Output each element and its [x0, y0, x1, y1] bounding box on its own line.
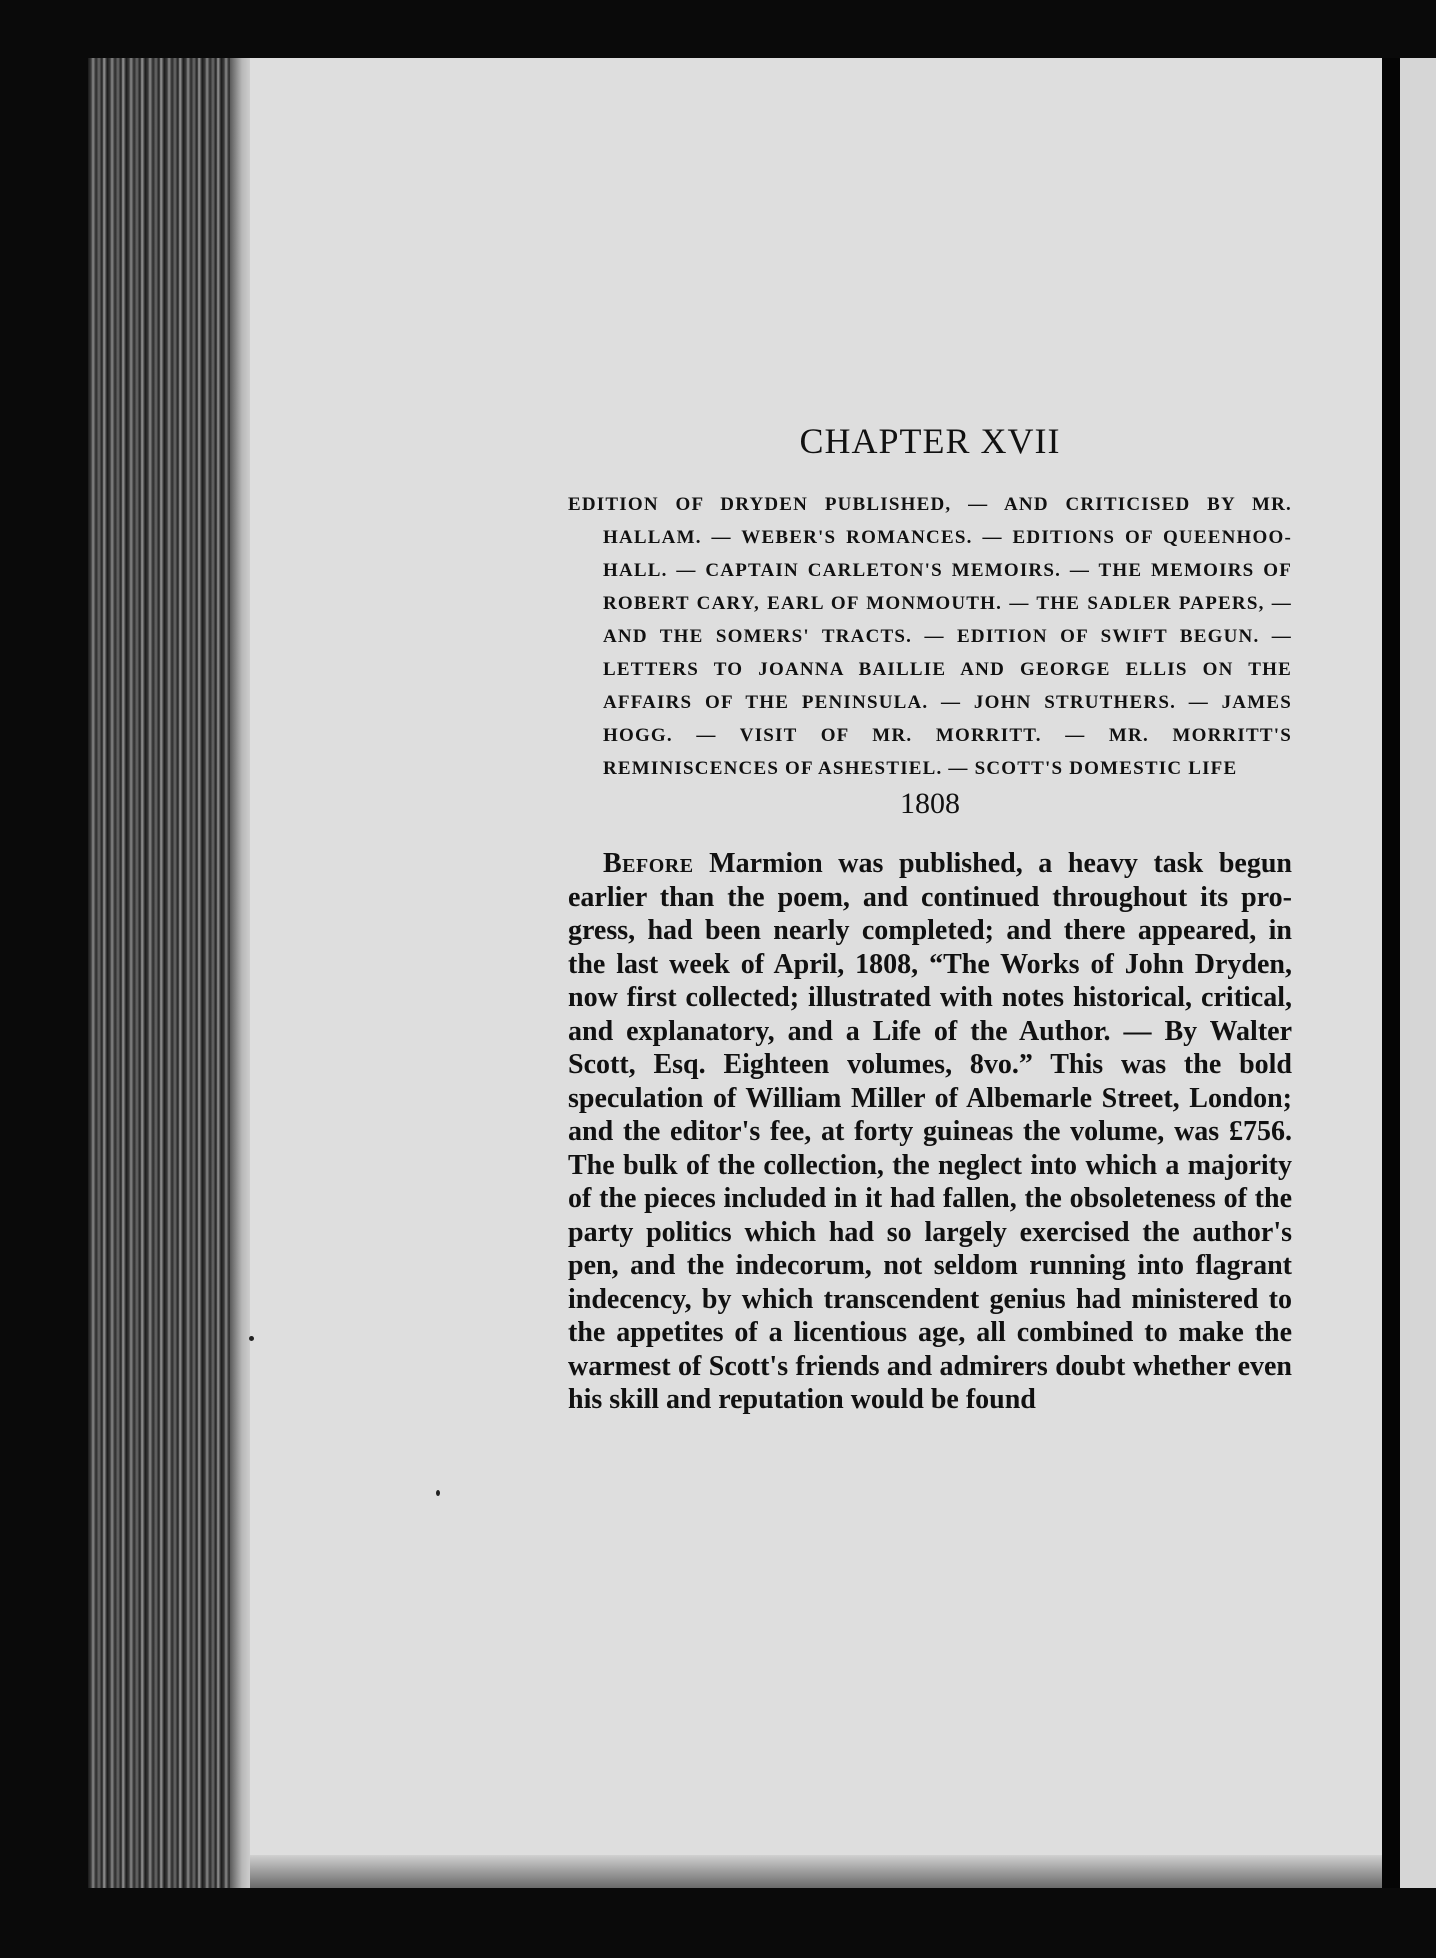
- ink-speck: [436, 1490, 440, 1496]
- ink-speck: [249, 1336, 254, 1341]
- chapter-synopsis: EDITION OF DRYDEN PUBLISHED, — AND CRITICISED BY MR. HALLAM. — WEBER'S ROMANCES. — EDITIONS OF QUEENHOO-HALL. — CAPTAIN CARLETON'S MEMOIRS. — THE MEMOIRS OF ROBERT CARY, EARL OF MONMOUTH. — THE SADLER PAPERS, — AND THE SOMERS' TRACTS. — EDITION OF SWIFT BEGUN. — LETTERS TO JOANNA BAILLIE AND GEORGE ELLIS ON THE AFFAIRS OF THE PENINSULA. — JOHN STRUTHERS. — JAMES HOGG. — VISIT OF MR. MORRITT. — MR. MORRITT'S REMINISCENCES OF ASHESTIEL. — SCOTT'S DOMESTIC LIFE: [568, 494, 1292, 779]
- page-edge-divider: [1382, 58, 1400, 1888]
- opening-word: Before: [603, 848, 694, 879]
- page-text: [568, 420, 1292, 1417]
- book-spine: [88, 58, 248, 1888]
- paragraph-text: Marmion was published, a heavy task begun earlier than the poem, and continued throughout its progress, had been nearly completed; and there appeared, in the last week of April, 1808, “The Works of John Dryden, now first collected; illustrated with notes historical, critical, and explanatory, and a Life of the Author. — By Walter Scott, Esq. Eighteen volumes, 8vo.” This was the bold speculation of William Miller of Albemarle Street, London; and the editor's fee, at forty guineas the volume, was £756. The bulk of the collection, the neglect into which a majority of the pieces included in it had fallen, the obsoleteness of the party politics which had so largely exercised the author's pen, and the indecorum, not seldom running into flagrant indecency, by which transcendent genius had ministered to the appetites of a licentious age, all combined to make the warmest of Scott's friends and admirers doubt whether even his skill and reputation would be found: [568, 848, 1292, 1415]
- body-paragraph: [568, 847, 1292, 1417]
- adjacent-page: [1400, 58, 1436, 1888]
- chapter-title: CHAPTER XVII: [799, 421, 1061, 461]
- chapter-year: 1808: [900, 787, 960, 820]
- page-bottom-shadow: [250, 1855, 1382, 1888]
